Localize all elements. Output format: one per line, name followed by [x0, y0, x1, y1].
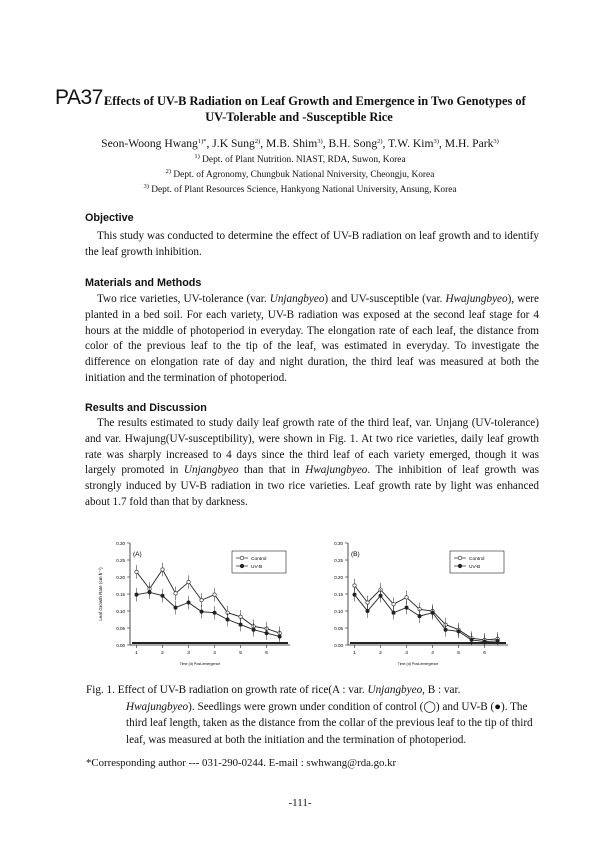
aff-text: Dept. of Plant Resources Science, Hankyong National University, Ansung, Korea [151, 185, 457, 195]
x-tick-label: 4 [213, 651, 216, 656]
data-point-uv-b [418, 614, 421, 617]
data-point-uv-b [496, 639, 499, 642]
open-circle-symbol: ◯ [423, 700, 436, 713]
x-tick-label: 4 [431, 651, 434, 656]
affiliation-2 [0, 168, 600, 180]
photoperiod-bar [132, 642, 288, 644]
x-tick-label: 1 [135, 651, 138, 656]
data-point-uv-b [278, 635, 281, 638]
caption-rest [86, 699, 540, 749]
author-sup: 3) [433, 138, 439, 145]
data-point-uv-b [483, 640, 486, 643]
y-tick-label: 0.25 [116, 557, 125, 563]
data-point-uv-b [431, 611, 434, 614]
author: Seon-Woong Hwang [101, 137, 198, 150]
results-text-run: than that in [238, 464, 306, 477]
x-tick-label: 1 [353, 651, 356, 656]
data-point-uv-b [366, 609, 369, 612]
x-tick-label: 6 [265, 651, 268, 656]
variety-name: Hwajungbyeo [305, 464, 368, 477]
legend-marker [458, 564, 462, 568]
author-sup: 2) [377, 138, 383, 145]
data-point-uv-b [213, 611, 216, 614]
figure-panel-a [90, 533, 305, 668]
y-tick-label: 0.25 [334, 557, 343, 563]
data-point-uv-b [239, 623, 242, 626]
abstract-code: PA37. [55, 86, 109, 109]
variety-name: Unjangbyeo [367, 684, 423, 696]
series-line-uv-b [137, 592, 280, 636]
series-line-control [137, 570, 280, 634]
author: M.H. Park [444, 137, 494, 150]
y-tick-label: 0.10 [116, 608, 125, 614]
data-point-uv-b [252, 628, 255, 631]
figure-caption [86, 682, 540, 748]
data-point-control [392, 603, 395, 606]
author: T.W. Kim [388, 137, 434, 150]
author: B.H. Song [328, 137, 378, 150]
panel-label: (B) [351, 551, 360, 558]
data-point-uv-b [392, 611, 395, 614]
y-tick-label: 0.05 [116, 625, 125, 631]
data-point-uv-b [187, 601, 190, 604]
data-point-control [161, 568, 164, 571]
legend-marker [240, 564, 244, 568]
data-point-control [187, 580, 190, 583]
panel-label: (A) [133, 551, 142, 558]
author-sup: 1)* [197, 138, 207, 145]
data-point-uv-b [457, 630, 460, 633]
data-point-uv-b [135, 593, 138, 596]
data-point-control [135, 570, 138, 573]
data-point-control [213, 593, 216, 596]
legend-marker [240, 556, 244, 560]
y-tick-label: 0.15 [116, 591, 125, 597]
filled-circle-symbol: ● [494, 700, 501, 713]
methods-text-run: ) and UV-susceptible (var. [324, 293, 446, 305]
data-point-uv-b [174, 606, 177, 609]
data-point-control [174, 592, 177, 595]
data-point-uv-b [226, 618, 229, 621]
y-tick-label: 0.15 [334, 591, 343, 597]
results-text [85, 416, 539, 511]
data-point-control [353, 584, 356, 587]
data-point-control [200, 598, 203, 601]
page-number: -111- [288, 797, 312, 809]
series-line-uv-b [355, 595, 498, 642]
aff-sup: 2) [165, 168, 172, 175]
x-tick-label: 5 [239, 651, 242, 656]
variety-name: Unjangbyeo [269, 293, 325, 305]
author-list: Seon-Woong Hwang$^{1)*}$, J.K Sung$^{2)}$, M.B. Shim$^{3)}$, B.H. Song$^{2)}$, T.W. Kim$^{3)}$, M.H. Park$^{3)}$ [101, 137, 499, 150]
methods-text-run: ), were planted in a bed soil. For each variety, UV-B radiation was exposed at the second leaf stage for 4 hours at the middle of photoperiod in everyday. The elongation rate of each leaf, the distance from color of the previous leaf to the tip of the leaf, was estimated in everyday. To investigate the difference on elongation rate of day and night duration, the third leaf was measured at both the initiation and the termination of photoperiod. [85, 293, 539, 384]
data-point-uv-b [405, 606, 408, 609]
methods-heading: Materials and Methods [85, 277, 202, 289]
methods-text-run: Two rice varieties, UV-tolerance (var. [97, 293, 270, 305]
data-point-uv-b [470, 638, 473, 641]
author: J.K Sung [212, 137, 255, 150]
legend-marker [458, 556, 462, 560]
caption-text: , B : var. [422, 684, 461, 696]
variety-name: Hwajungbyeo [126, 700, 189, 713]
y-tick-label: 0.05 [334, 625, 343, 631]
data-point-uv-b [379, 594, 382, 597]
caption-text: ) and UV-B ( [435, 700, 495, 713]
x-tick-label: 2 [161, 651, 164, 656]
caption-text: ). Seedlings were grown under condition of control ( [188, 700, 424, 713]
aff-sup: 1) [194, 153, 200, 160]
x-axis-label: Time (d) Post-emergence [179, 662, 221, 666]
variety-name: Unjangbyeo [183, 464, 239, 477]
data-point-uv-b [444, 628, 447, 631]
y-tick-label: 0.00 [116, 642, 125, 648]
data-point-uv-b [148, 591, 151, 594]
aff-sup: 3) [143, 183, 149, 190]
data-point-uv-b [353, 593, 356, 596]
results-text-run: . The inhibition of leaf growth was strongly induced by UV-B radiation in two rice varieties. Leaf growth rate by light was enhanced about 1.7 fold than that by darkness. [85, 464, 539, 508]
variety-name: Hwajungbyeo [445, 293, 508, 305]
x-tick-label: 5 [457, 651, 460, 656]
y-tick-label: 0.20 [334, 574, 343, 580]
author: M.B. Shim [266, 137, 318, 150]
aff-text: Dept. of Agronomy, Chungbuk National Nniversity, Cheongju, Korea [173, 170, 435, 180]
corresponding-author-footnote: *Corresponding author --- 031-290-0244. E-mail : swhwang@rda.go.kr [86, 757, 397, 769]
objective-text [85, 229, 539, 261]
author-sup: 3) [493, 138, 499, 145]
x-tick-label: 6 [483, 651, 486, 656]
data-point-uv-b [265, 631, 268, 634]
title-line-1: Effects of UV-B Radiation on Leaf Growth and Emergence in Two Genotypes of [104, 94, 526, 108]
objective-heading: Objective [85, 212, 134, 224]
x-tick-label: 3 [187, 651, 190, 656]
results-text-run: The results estimated to study daily leaf growth rate of the third leaf, var. Unjang (UV-tolerance) and var. Hwajung(UV-susceptibility), were shown in Fig. 1. At two rice varieties, daily leaf growth rate was sharply increased to 4 days since the third leaf of each variety emerged, though it was largely promoted in [85, 417, 539, 477]
results-heading: Results and Discussion [85, 402, 207, 414]
affiliation-1 [0, 153, 600, 165]
figure-panel-b [308, 533, 523, 668]
paper-title [104, 93, 534, 125]
methods-text [85, 292, 539, 387]
title-line-2: UV-Tolerable and -Susceptible Rice [205, 110, 393, 124]
photoperiod-bar [350, 642, 506, 644]
affiliation-3 [0, 183, 600, 195]
objective-body: This study was conducted to determine the effect of UV-B radiation on leaf growth and to identify the leaf growth inhibition. [85, 230, 539, 258]
y-tick-label: 0.30 [116, 540, 125, 546]
data-point-control [405, 596, 408, 599]
data-point-uv-b [200, 610, 203, 613]
legend-label: Control [469, 556, 485, 562]
author-sup: 2) [254, 138, 261, 145]
y-tick-label: 0.10 [334, 608, 343, 614]
y-axis-label: Leaf Growth Rate (cm h⁻¹) [98, 567, 103, 621]
y-tick-label: 0.30 [334, 540, 343, 546]
x-tick-label: 2 [379, 651, 382, 656]
legend-label: Control [251, 556, 267, 562]
caption-text: Fig. 1. Effect of UV-B radiation on growth rate of rice(A : var. [86, 684, 368, 696]
data-point-control [366, 601, 369, 604]
y-tick-label: 0.00 [334, 642, 343, 648]
caption-text: ). The third leaf length, taken as the distance from the collar of the previous leaf to the tip of third leaf, was measured at both the initiation and the termination of photoperiod. [126, 700, 533, 746]
legend-label: UV-B [469, 564, 481, 570]
aff-text: Dept. of Plant Nutrition. NIAST, RDA, Suwon, Korea [202, 155, 406, 165]
x-axis-label: Time (d) Post-emergence [397, 662, 439, 666]
series-line-control [355, 586, 498, 640]
x-tick-label: 3 [405, 651, 408, 656]
data-point-uv-b [161, 594, 164, 597]
legend-label: UV-B [251, 564, 263, 570]
author-sup: 3) [317, 138, 323, 145]
y-tick-label: 0.20 [116, 574, 125, 580]
